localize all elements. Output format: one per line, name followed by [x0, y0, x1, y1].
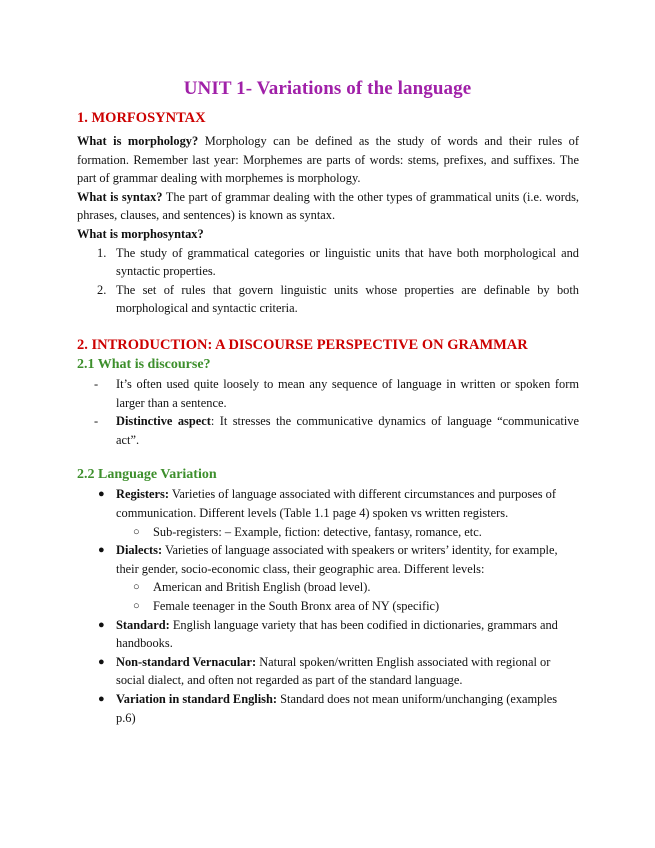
- section-introduction: [77, 337, 579, 727]
- standard-label: Standard:: [116, 617, 170, 632]
- circle-marker: ○: [133, 581, 140, 594]
- list-item: [77, 281, 579, 318]
- list-number: 2.: [97, 282, 107, 297]
- morphology-paragraph: [77, 132, 579, 188]
- registers-text: Varieties of language associated with different circumstances and purposes of communication. Different levels (Table 1.1 page 4) spoken vs written registers.: [116, 487, 556, 520]
- list-item: [77, 616, 579, 653]
- distinctive-aspect-label: Distinctive aspect: [116, 414, 211, 429]
- bullet-marker: ●: [98, 488, 105, 501]
- variation-list: [77, 485, 579, 727]
- registers-label: Registers:: [116, 487, 169, 502]
- registers-sublist: [116, 523, 579, 542]
- bullet-marker: ●: [98, 692, 105, 705]
- morphosyntax-list: [77, 244, 579, 318]
- section-morfosyntax: [77, 110, 579, 318]
- subheading-language-variation: 2.2 Language Variation: [77, 467, 217, 483]
- subheading-discourse: 2.1 What is discourse?: [77, 357, 211, 372]
- list-item: [77, 541, 579, 615]
- dash-marker: -: [94, 377, 99, 391]
- dash-marker: -: [94, 414, 99, 429]
- bullet-marker: ●: [98, 655, 105, 668]
- syntax-question: What is syntax?: [77, 189, 163, 204]
- distinctive-aspect-text: : It stresses the communicative dynamics of language “communicative act”.: [116, 414, 579, 447]
- morphosyntax-question: What is morphosyntax?: [77, 226, 204, 241]
- sublist-text: Sub-registers: – Example, fiction: detective, fantasy, romance, etc.: [153, 524, 482, 539]
- section-heading-morfosyntax: 1. MORFOSYNTAX: [77, 110, 206, 126]
- list-item: [77, 653, 579, 690]
- dialects-text: Varieties of language associated with speakers or writers’ identity, for example, their gender, socio-economic class, their geographic area. Different levels:: [116, 543, 558, 576]
- morphology-definition: Morphology can be defined as the study of words and their rules of formation. Remember last year: Morphemes are parts of words: stems, prefixes, and suffixes. The part of grammar dealing with morphemes is morphology.: [77, 134, 580, 186]
- list-item: [77, 412, 579, 449]
- syntax-paragraph: [77, 188, 579, 225]
- morphology-question: What is morphology?: [77, 134, 199, 148]
- nonstandard-label: Non-standard Vernacular:: [116, 654, 257, 669]
- sublist-text: American and British English (broad level).: [153, 580, 371, 595]
- page-title: UNIT 1- Variations of the language: [183, 78, 472, 99]
- bullet-marker: ●: [98, 618, 105, 631]
- list-item: [77, 244, 579, 281]
- list-item-text: The set of rules that govern linguistic units whose properties are definable by both morphological and syntactic criteria.: [116, 282, 579, 316]
- morphosyntax-paragraph: [77, 225, 579, 244]
- sublist-text: Female teenager in the South Bronx area of NY (specific): [153, 598, 440, 613]
- dialects-sublist: [116, 578, 579, 615]
- list-number: 1.: [97, 245, 107, 260]
- circle-marker: ○: [133, 599, 140, 612]
- section-heading-introduction: 2. INTRODUCTION: A DISCOURSE PERSPECTIVE ON GRAMMAR: [77, 337, 528, 353]
- list-item-text: The study of grammatical categories or linguistic units that have both morphological and syntactic properties.: [116, 245, 579, 279]
- list-item: [77, 485, 579, 541]
- discourse-definition: It’s often used quite loosely to mean any sequence of language in written or spoken form larger than a sentence.: [116, 377, 579, 410]
- circle-marker: ○: [133, 525, 140, 538]
- syntax-definition: The part of grammar dealing with the other types of grammatical units (i.e. words, phrases, clauses, and sentences) is known as syntax.: [77, 189, 579, 223]
- list-item: [77, 523, 579, 542]
- dialects-label: Dialects:: [116, 543, 163, 558]
- variation-text: Standard does not mean uniform/unchanging (examples p.6): [116, 691, 558, 725]
- list-item: [77, 578, 579, 597]
- bullet-marker: ●: [98, 544, 105, 557]
- nonstandard-text: Natural spoken/written English associated with regional or social dialect, and often not regarded as part of the standard language.: [116, 654, 551, 688]
- list-item: [77, 375, 579, 412]
- list-item: [77, 690, 579, 727]
- list-item: [77, 597, 579, 616]
- variation-label: Variation in standard English:: [116, 691, 278, 706]
- discourse-list: [77, 375, 579, 449]
- standard-text: English language variety that has been codified in dictionaries, grammars and handbooks.: [116, 617, 558, 651]
